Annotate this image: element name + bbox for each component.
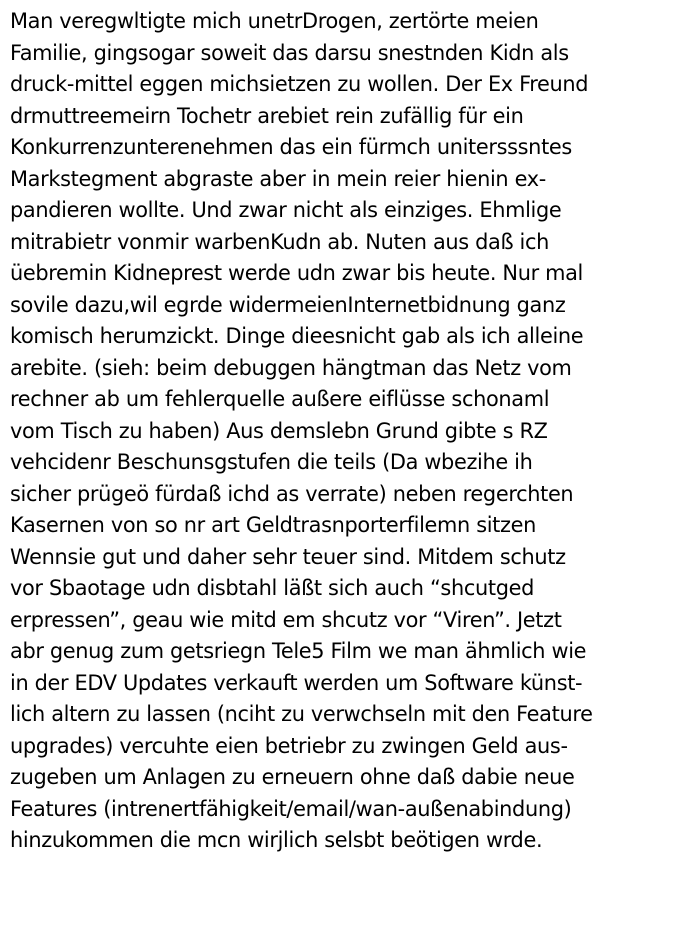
text-line: lich altern zu lassen (nciht zu verwchseln mit den Feature	[10, 702, 593, 726]
text-line: sicher prügeö fürdaß ichd as verrate) neben regerchten	[10, 481, 574, 506]
text-line: zugeben um Anlagen zu erneuern ohne daß dabie neue	[10, 765, 575, 789]
text-line: Markstegment abgraste aber in mein reier hienin ex-	[10, 166, 546, 191]
text-line: Familie, gingsogar soweit das darsu snestnden Kidn als	[10, 40, 569, 65]
text-line: Kasernen von so nr art Geldtrasnporterfilemn sitzen	[10, 513, 537, 537]
text-line: drmuttreemeirn Tochetr arebiet rein zufällig für ein	[10, 103, 524, 128]
text-line: in der EDV Updates verkauft werden um Software künst-	[10, 670, 583, 695]
text-line: hinzukommen die mcn wirjlich selsbt beötigen wrde.	[10, 828, 543, 852]
text-line: Wennsie gut und daher sehr teuer sind. Mitdem schutz	[10, 544, 566, 569]
text-line: Features (intrenertfähigkeit/email/wan-außenabindung)	[10, 796, 572, 821]
text-line: pandieren wollte. Und zwar nicht als einziges. Ehmlige	[10, 198, 562, 222]
text-line: sovile dazu,wil egrde widermeienInternetbidnung ganz	[10, 292, 566, 317]
text-line: komisch herumzickt. Dinge dieesnicht gab als ich alleine	[10, 324, 584, 348]
text-line: upgrades) vercuhte eien betriebr zu zwingen Geld aus-	[10, 733, 568, 758]
text-line: arebite. (sieh: beim debuggen hängtman das Netz vom	[10, 355, 572, 380]
text-line: erpressen”, geau wie mitd em shcutz vor “Viren”. Jetzt	[10, 607, 562, 632]
text-line: üebremin Kidneprest werde udn zwar bis heute. Nur mal	[10, 261, 583, 285]
body-text	[10, 6, 682, 857]
text-line: vom Tisch zu haben) Aus demslebn Grund gibte s RZ	[10, 418, 548, 443]
text-line: vehcidenr Beschunsgstufen die teils (Da wbezihe ih	[10, 450, 533, 474]
text-line: rechner ab um fehlerquelle außere eiflüsse schonaml	[10, 387, 550, 411]
text-line: abr genug zum getsriegn Tele5 Film we man ähmlich wie	[10, 639, 587, 663]
text-line: mitrabietr vonmir warbenKudn ab. Nuten aus daß ich	[10, 229, 550, 254]
text-line: vor Sbaotage udn disbtahl läßt sich auch “shcutged	[10, 576, 535, 600]
text-line: druck-mittel eggen michsietzen zu wollen. Der Ex Freund	[10, 72, 589, 96]
text-line: Konkurrenzunterenehmen das ein fürmch unitersssntes	[10, 135, 572, 159]
text-line: Man veregwltigte mich unetrDrogen, zertörte meien	[10, 9, 539, 33]
